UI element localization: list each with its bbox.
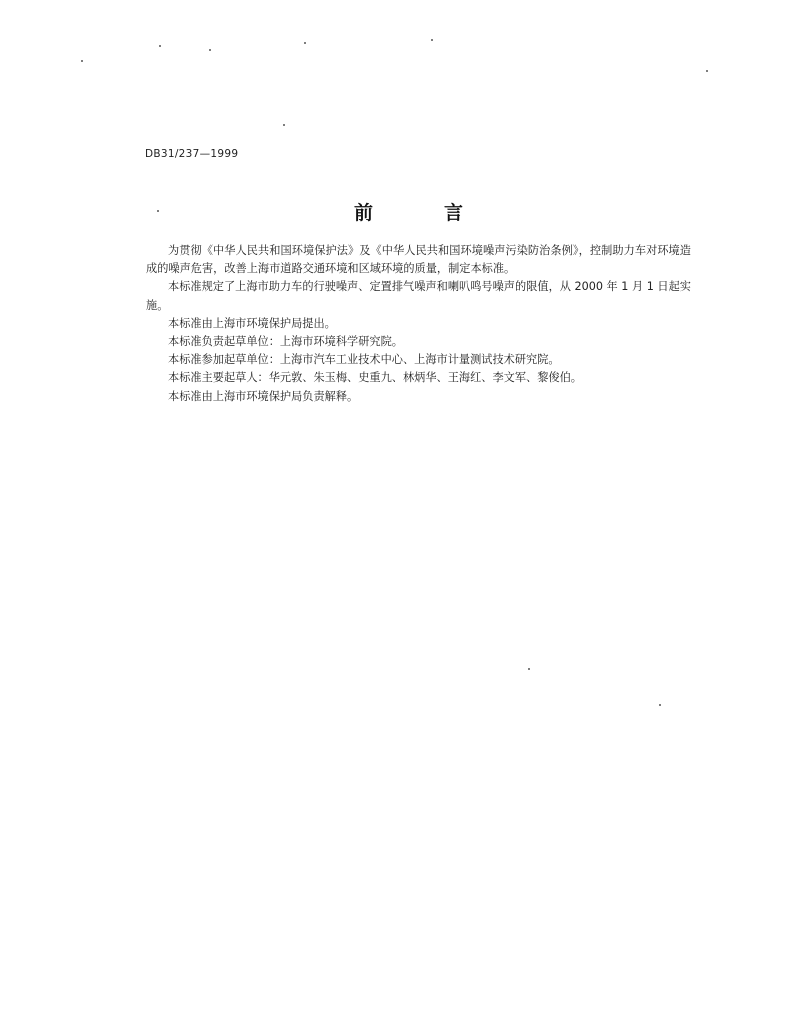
scan-speck [659, 704, 661, 706]
scan-speck [157, 210, 159, 212]
scan-speck [209, 49, 211, 51]
paragraph-interpretation: 本标准由上海市环境保护局负责解释。 [168, 389, 359, 403]
paragraph-drafters: 本标准主要起草人：华元敦、朱玉梅、史重九、林炳华、王海红、李文军、黎俊伯。 [168, 371, 582, 385]
page-title: 前 言 [353, 202, 489, 224]
paragraph-drafting-unit: 本标准负责起草单位：上海市环境科学研究院。 [168, 335, 403, 349]
scan-speck [528, 668, 530, 670]
scan-speck [81, 60, 83, 62]
paragraph-scope: 本标准规定了上海市助力车的行驶噪声、定置排气噪声和喇叭鸣号噪声的限值，从 2000 年 1 月 1 日起实施。 [146, 280, 691, 312]
scan-speck [304, 42, 306, 44]
scan-speck [283, 124, 285, 126]
scan-speck [159, 45, 161, 47]
paragraph-participating-units: 本标准参加起草单位：上海市汽车工业技术中心、上海市计量测试技术研究院。 [168, 353, 560, 367]
standard-number: DB31/237—1999 [145, 148, 239, 160]
scan-speck [431, 39, 433, 41]
foreword-body [146, 242, 691, 406]
scan-speck [706, 70, 708, 72]
paragraph-purpose: 为贯彻《中华人民共和国环境保护法》及《中华人民共和国环境噪声污染防治条例》，控制助力车对环境造成的噪声危害，改善上海市道路交通环境和区域环境的质量，制定本标准。 [146, 244, 691, 276]
paragraph-proposer: 本标准由上海市环境保护局提出。 [168, 316, 336, 330]
